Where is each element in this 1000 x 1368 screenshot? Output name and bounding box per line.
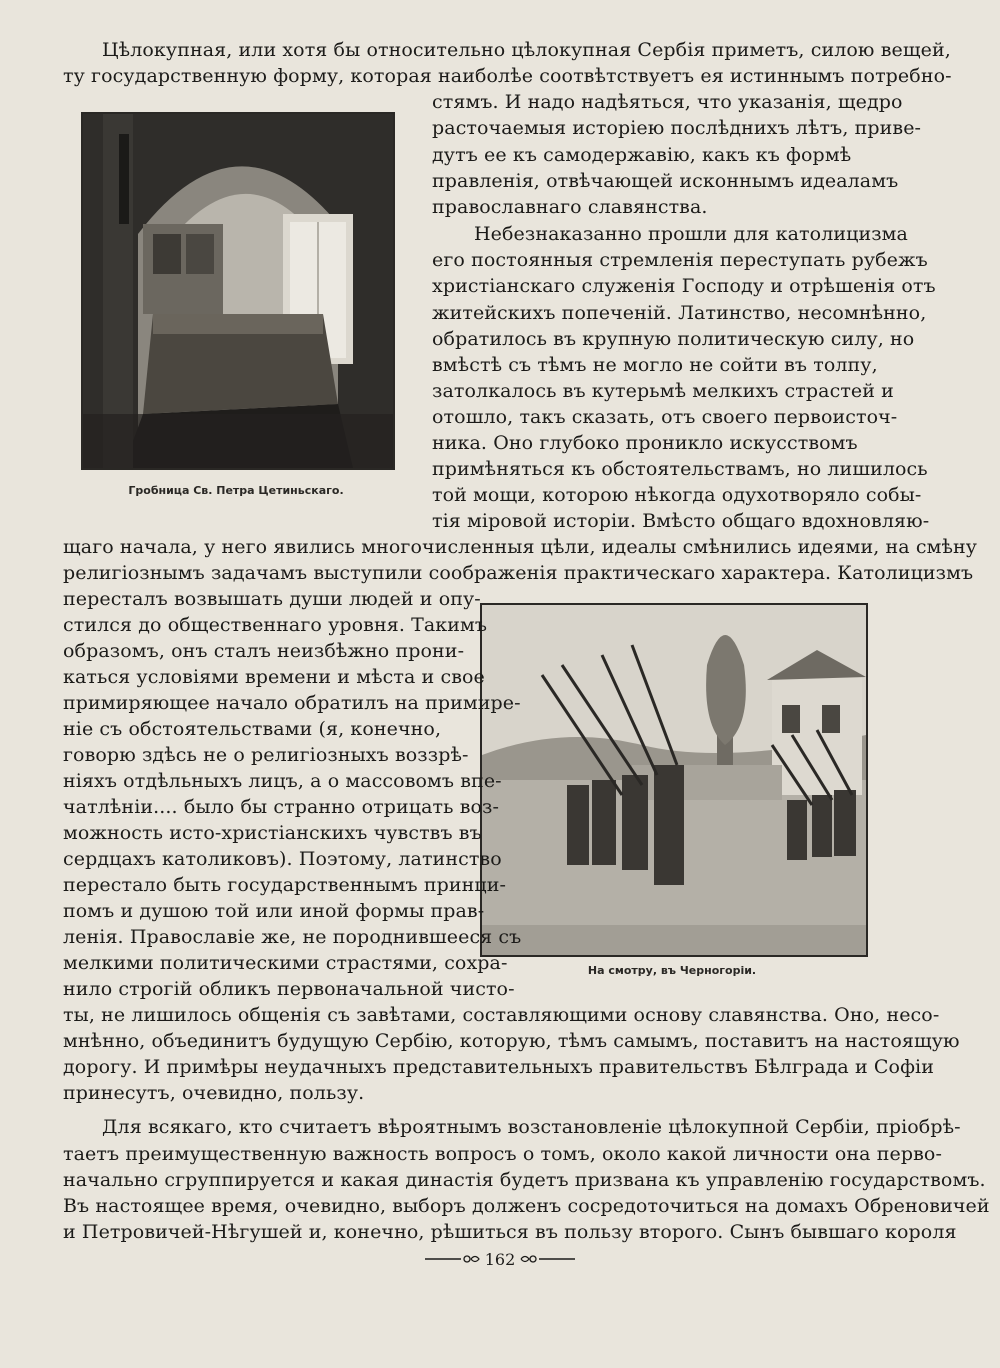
text-line: сердцахъ католиковъ). Поэтому, латинство — [63, 848, 502, 870]
text-line: перестало быть государственнымъ принци- — [63, 874, 507, 896]
text-line: стился до общественнаго уровня. Такимъ — [63, 614, 488, 636]
text-line: ленія. Православіе же, не породнившееся съ — [63, 926, 522, 948]
text-line: щаго начала, у него явились многочисленныя цѣли, идеалы смѣнились идеями, на смѣну — [63, 536, 978, 558]
page-number: 162 — [484, 1249, 516, 1269]
text-line: правленія, отвѣчающей исконнымъ идеаламъ — [432, 170, 899, 192]
text-line: расточаемыя исторіею послѣднихъ лѣтъ, приве- — [432, 117, 922, 139]
text-line: помъ и душою той или иной формы прав- — [63, 900, 485, 922]
text-line: вмѣстѣ съ тѣмъ не могло не сойти въ толпу, — [432, 354, 878, 376]
text-line: его постоянныя стремленія переступать рубежъ — [432, 249, 928, 271]
text-line: примиряющее начало обратилъ на примире- — [63, 692, 521, 714]
text-line: ніе съ обстоятельствами (я, конечно, — [63, 718, 442, 740]
text-line: образомъ, онъ сталъ неизбѣжно прони- — [63, 640, 465, 662]
text-line: дутъ ее къ самодержавію, какъ къ формѣ — [432, 144, 852, 166]
review-photo — [480, 603, 868, 957]
page-footer — [380, 1247, 620, 1271]
text-line: таетъ преимущественную важность вопросъ о томъ, около какой личности она перво- — [63, 1143, 942, 1165]
text-line: Въ настоящее время, очевидно, выборъ долженъ сосредоточиться на домахъ Обреновичей — [63, 1195, 990, 1217]
text-line: ту государственную форму, которая наиболѣе соотвѣтствуетъ ея истиннымъ потребно- — [63, 65, 952, 87]
text-line: Небезнаказанно прошли для католицизма — [474, 223, 908, 245]
tomb-illustration — [83, 114, 393, 468]
text-line: мелкими политическими страстями, сохра- — [63, 952, 508, 974]
review-caption: На смотру, въ Черногоріи. — [587, 964, 757, 977]
text-line: затолкалось въ кутерьмѣ мелкихъ страстей и — [432, 380, 894, 402]
tomb-caption: Гробница Св. Петра Цетиньскаго. — [128, 484, 344, 497]
text-line: Цѣлокупная, или хотя бы относительно цѣлокупная Сербія приметъ, силою вещей, — [102, 39, 951, 61]
text-line: той мощи, которою нѣкогда одухотворяло собы- — [432, 484, 922, 506]
text-line: каться условіями времени и мѣста и свое — [63, 666, 485, 688]
left-ornament-icon — [425, 1252, 481, 1266]
right-ornament-icon — [519, 1252, 575, 1266]
text-line: ты, не лишилось общенія съ завѣтами, составляющими основу славянства. Оно, несо- — [63, 1004, 940, 1026]
tomb-photo — [81, 112, 395, 470]
text-line: чатлѣніи.... было бы странно отрицать воз- — [63, 796, 500, 818]
text-line: говорю здѣсь не о религіозныхъ воззрѣ- — [63, 744, 469, 766]
text-line: мнѣнно, объединитъ будущую Сербію, которую, тѣмъ самымъ, поставитъ на настоящую — [63, 1030, 960, 1052]
text-line: принесутъ, очевидно, пользу. — [63, 1082, 365, 1104]
text-line: православнаго славянства. — [432, 196, 708, 218]
text-line: дорогу. И примѣры неудачныхъ представительныхъ правительствъ Бѣлграда и Софіи — [63, 1056, 934, 1078]
text-line: пересталъ возвышать души людей и опу- — [63, 588, 481, 610]
text-line: обратилось въ крупную политическую силу, но — [432, 328, 915, 350]
text-line: религіознымъ задачамъ выступили соображенія практическаго характера. Католицизмъ — [63, 562, 974, 584]
text-line: ніяхъ отдѣльныхъ лицъ, а о массовомъ впе- — [63, 770, 502, 792]
text-line: тія міровой исторіи. Вмѣсто общаго вдохновляю- — [432, 510, 930, 532]
text-line: христіанскаго служенія Господу и отрѣшенія отъ — [432, 275, 936, 297]
text-line: начально сгруппируется и какая династія будетъ призвана къ управленію государствомъ. — [63, 1169, 986, 1191]
text-line: можность исто-христіанскихъ чувствъ въ — [63, 822, 482, 844]
text-line: Для всякаго, кто считаетъ вѣроятнымъ возстановленіе цѣлокупной Сербіи, пріобрѣ- — [102, 1116, 961, 1138]
text-line: примѣняться къ обстоятельствамъ, но лишилось — [432, 458, 928, 480]
text-line: нило строгій обликъ первоначальной чисто- — [63, 978, 515, 1000]
text-line: отошло, такъ сказать, отъ своего первоисточ- — [432, 406, 898, 428]
text-line: ника. Оно глубоко проникло искусствомъ — [432, 432, 858, 454]
review-illustration — [482, 605, 866, 955]
text-line: житейскихъ попеченій. Латинство, несомнѣнно, — [432, 302, 927, 324]
text-line: и Петровичей-Нѣгушей и, конечно, рѣшиться въ пользу второго. Сынъ бывшаго короля — [63, 1221, 957, 1243]
text-line: стямъ. И надо надѣяться, что указанія, щедро — [432, 91, 903, 113]
